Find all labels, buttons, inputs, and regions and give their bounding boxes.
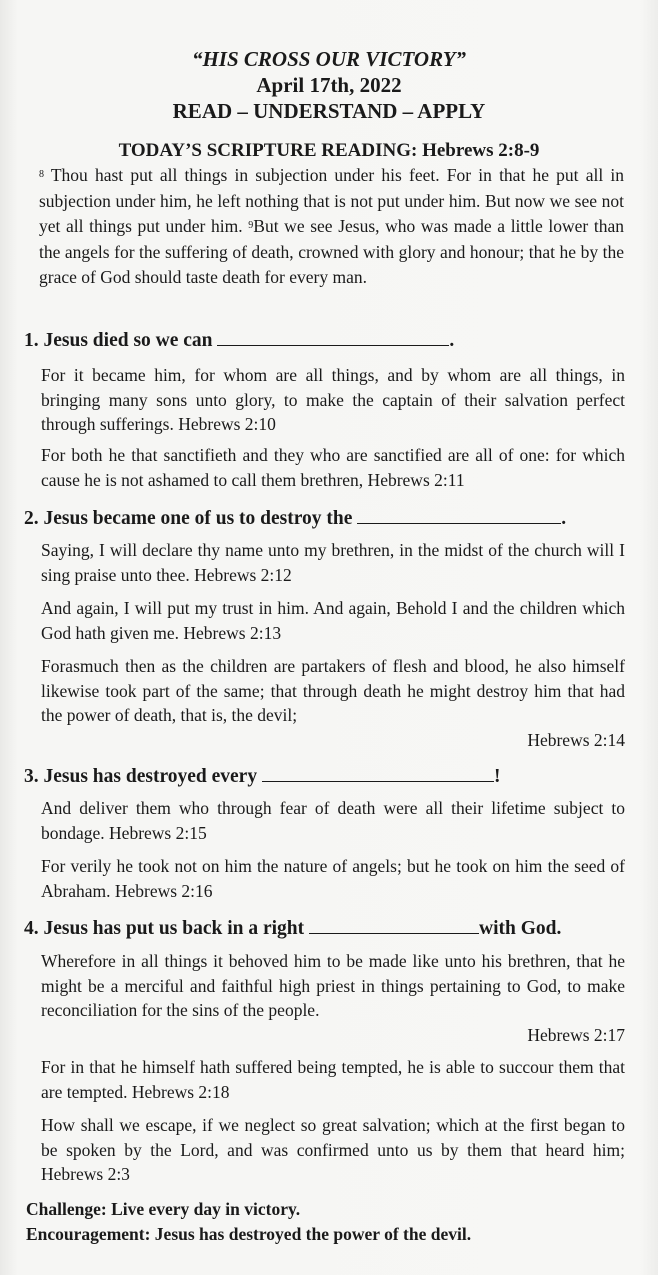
verse-block: For verily he took not on him the nature of angels; but he took on him the seed of Abraham. Hebrews 2:16 (41, 856, 625, 901)
heading-text: 3. Jesus has destroyed every (24, 766, 258, 787)
verse-number: 8 (39, 169, 44, 180)
verse-reference: Hebrews 2:14 (527, 729, 625, 750)
verse-block: Saying, I will declare thy name unto my brethren, in the midst of the church will I sing praise unto thee. Hebrews 2:12 (41, 540, 625, 585)
point-heading-4 (24, 916, 628, 941)
footer (26, 1197, 630, 1246)
verse-block: For in that he himself hath suffered being tempted, he is able to succour them that are tempted. Hebrews 2:18 (41, 1057, 625, 1102)
heading-suffix: with God. (479, 918, 562, 939)
verse-block: For both he that sanctifieth and they who are sanctified are all of one: for which cause he is not ashamed to call them brethren, Hebrews 2:11 (41, 445, 625, 490)
sermon-date: April 17th, 2022 (256, 73, 402, 97)
challenge-line: Challenge: Live every day in victory. (26, 1199, 301, 1219)
point-heading-1 (24, 328, 628, 353)
header (0, 46, 658, 124)
heading-text: 2. Jesus became one of us to destroy the (24, 508, 353, 529)
point-heading-2 (24, 506, 628, 531)
encouragement-line: Encouragement: Jesus has destroyed the power of the devil. (26, 1223, 472, 1244)
verse-text: Thou hast put all things in subjection under his feet. For in that he put all in subjection under him, he left nothing that is not put under him. But now we see not yet all things put under him. (39, 165, 624, 236)
verse-block: For it became him, for whom are all things, and by whom are all things, in bringing many sons unto glory, to make the captain of their salvation perfect through sufferings. Hebrews 2:10 (41, 365, 625, 434)
motto: READ – UNDERSTAND – APPLY (172, 99, 486, 123)
verse-block: And deliver them who through fear of death were all their lifetime subject to bondage. Hebrews 2:15 (41, 798, 625, 843)
heading-text: 4. Jesus has put us back in a right (24, 918, 305, 939)
verse-number: 9 (248, 220, 254, 231)
verse-block (41, 949, 625, 1047)
fill-in-blank[interactable] (309, 916, 479, 934)
heading-punctuation: . (449, 330, 455, 351)
fill-in-blank[interactable] (357, 506, 561, 524)
verse-text: But we see Jesus, who was made a little lower than the angels for the suffering of death, crowned with glory and honour; that he by the grace of God should taste death for every man. (39, 216, 625, 287)
verse-text: Wherefore in all things it behoved him to be made like unto his brethren, that he might be a merciful and faithful high priest in things pertaining to God, to make reconciliation for the sins of the people. (41, 951, 625, 1020)
scripture-reading-title: TODAY’S SCRIPTURE READING: Hebrews 2:8-9 (118, 140, 540, 161)
fill-in-blank[interactable] (262, 764, 494, 782)
sermon-title: “HIS CROSS OUR VICTORY” (191, 47, 467, 71)
verse-block: And again, I will put my trust in him. And again, Behold I and the children which God hath given me. Hebrews 2:13 (41, 598, 625, 643)
verse-text: Forasmuch then as the children are partakers of flesh and blood, he also himself likewise took part of the same; that through death he might destroy him that had the power of death, that is, the devil; (41, 656, 625, 725)
heading-punctuation: ! (493, 766, 501, 787)
scripture-reading-text (39, 163, 624, 291)
verse-reference: Hebrews 2:17 (527, 1024, 625, 1045)
point-heading-3 (24, 764, 628, 789)
verse-block: How shall we escape, if we neglect so great salvation; which at the first began to be spoken by the Lord, and was confirmed unto us by them that heard him; Hebrews 2:3 (41, 1115, 625, 1184)
fill-in-blank[interactable] (217, 328, 449, 346)
verse-block (41, 654, 625, 752)
heading-text: 1. Jesus died so we can (24, 330, 213, 351)
heading-punctuation: . (561, 508, 567, 529)
